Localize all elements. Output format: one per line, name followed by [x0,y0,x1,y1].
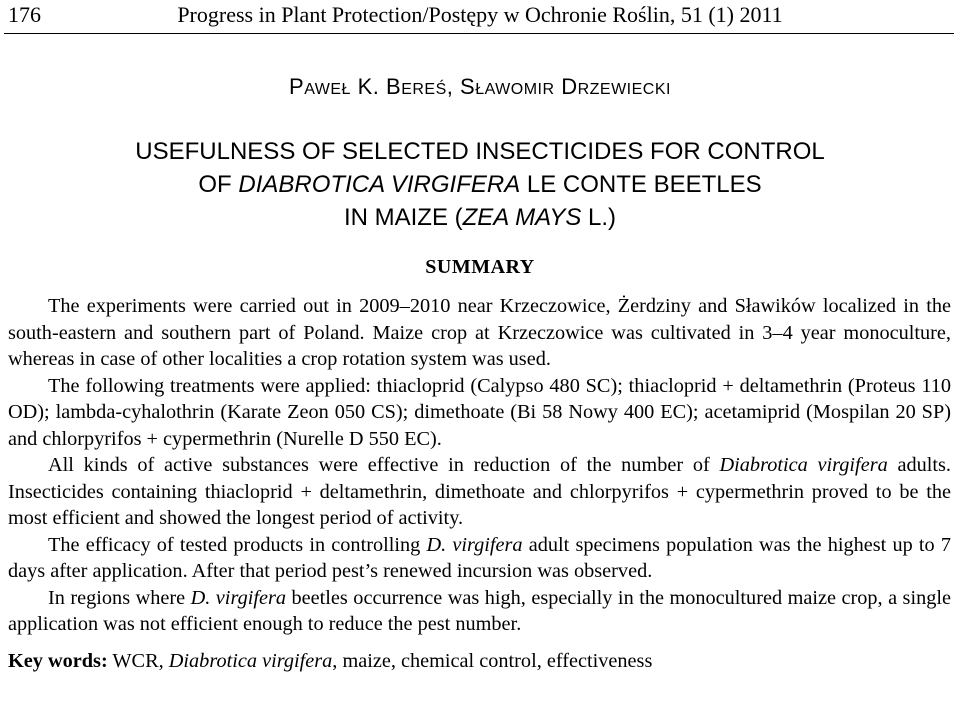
page-number: 176 [8,2,41,27]
author1-last-initial: B [386,74,402,99]
summary-heading: SUMMARY [425,256,535,278]
title-species: DIABROTICA VIRGIFERA [238,171,521,198]
author1-first-initial: P [289,74,305,99]
running-header [0,0,960,32]
author2-first-rest: ŁAWOMIR [475,81,555,98]
authors [0,74,960,100]
author-separator: , [446,74,454,99]
paper-title [60,135,900,234]
keywords-label: Key words: [8,649,108,672]
paragraph-5: In regions where D. virgifera beetles occurrence was high, especially in the monocultured maize crop, a single application was not efficient enough to reduce the pest number. [8,586,952,635]
title-line-3: IN MAIZE (ZEA MAYS L.) [343,204,617,231]
author1-first-rest: AWEŁ [304,81,351,98]
paragraph-4: The efficacy of tested products in controlling D. virgifera adult specimens population was the highest up to 7 days after application. After that period pest’s renewed incursion was observed. [8,533,951,582]
title-line-2: OF DIABROTICA VIRGIFERA LE CONTE BEETLES [198,171,762,198]
paragraph-2: The following treatments were applied: thiacloprid (Calypso 480 SC); thiacloprid + deltamethrin (Proteus 110 OD); lambda-cyhalothrin (Karate Zeon 050 CS); dimethoate (Bi 58 Nowy 400 EC); acetamiprid (Mospilan 20 SP) and chlorpyrifos + cypermethrin (Nurelle D 550 EC). [8,374,951,450]
journal-citation: Progress in Plant Protection/Postępy w Ochronie Roślin, 51 (1) 2011 [177,2,783,27]
author1-middle: K. [357,74,380,99]
title-host: ZEA MAYS [462,204,582,231]
author2-first-initial: S [460,74,476,99]
paragraph-3: All kinds of active substances were effective in reduction of the number of Diabrotica virgifera adults. Insecticides containing thiacloprid + deltamethrin, dimethoate and chlorpyrifos + cypermethrin proved to be the most efficient and showed the longest period of activity. [8,454,951,529]
author2-last-initial: D [561,74,578,99]
paragraph-1: The experiments were carried out in 2009–2010 near Krzeczowice, Żerdziny and Sławików localized in the south-eastern and southern part of Poland. Maize crop at Krzeczowice was cultivated in 3–4 year monoculture, whereas in case of other localities a crop rotation system was used. [8,295,951,370]
author1-last-rest: EREŚ [401,81,447,98]
title-line-1: USEFULNESS OF SELECTED INSECTICIDES FOR CONTROL [135,138,825,165]
summary-body [8,293,951,674]
author2-last-rest: RZEWIECKI [577,81,671,98]
header-rule [4,33,954,34]
keywords: Key words: WCR, Diabrotica virgifera, maize, chemical control, effectiveness [8,649,653,672]
